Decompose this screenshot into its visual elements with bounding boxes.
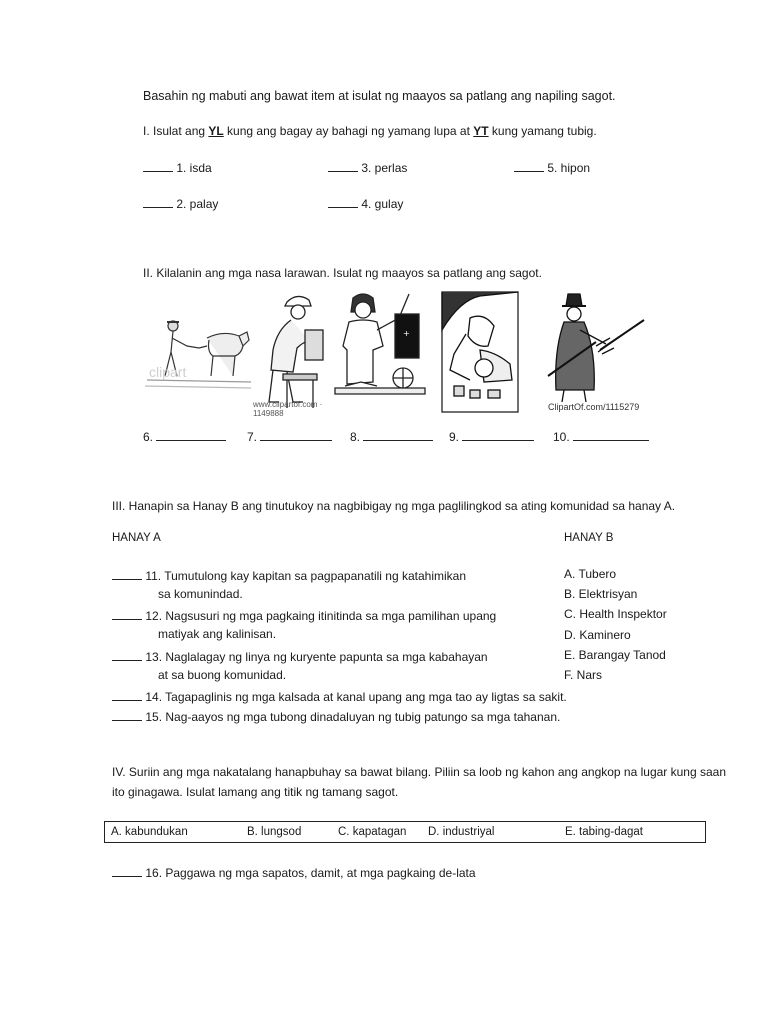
answer-blank[interactable] [156,428,226,441]
construction-worker-picture [253,290,333,418]
choice-b: B. lungsod [247,826,302,838]
part1-item-4 [328,195,403,211]
item-number: 9. [449,430,460,444]
hanay-b-option-e: E. Barangay Tanod [564,648,666,662]
item-number: 8. [350,430,361,444]
part1-suffix: kung yamang tubig. [488,124,597,138]
item-number: 7. [247,430,258,444]
yl-label: YL [208,124,224,138]
part3-title: III. Hanapin sa Hanay B ang tinutukoy na nagbibigay ng mga paglilingkod sa ating komunidad sa hanay A. [112,499,676,513]
hanay-b-option-b: B. Elektrisyan [564,587,638,601]
answer-blank[interactable] [143,195,173,208]
part1-item-2 [143,195,218,211]
item-number: 6. [143,430,154,444]
answer-blank[interactable] [514,159,544,172]
answer-blank[interactable] [260,428,332,441]
part2-answer-8 [350,428,433,444]
part2-answer-6 [143,428,226,444]
item-text: 14. Tagapaglinis ng mga kalsada at kanal upang ang mga tao ay ligtas sa sakit. [145,690,567,704]
part1-prefix: I. Isulat ang [143,124,209,138]
item-label: 1. isda [176,161,212,175]
chimney-sweep-picture [540,290,650,414]
hanay-b-option-c: C. Health Inspektor [564,607,667,621]
hanay-b-option-a: A. Tubero [564,567,617,581]
item-text: 11. Tumutulong kay kapitan sa pagpapanatili ng katahimikan [145,569,466,583]
teacher-picture [333,290,428,414]
choice-c: C. kapatagan [338,826,407,838]
hanay-a-header: HANAY A [112,532,161,544]
clipart-watermark: clipart [149,364,187,380]
hanay-b-option-d: D. Kaminero [564,628,631,642]
answer-blank[interactable] [328,195,358,208]
answer-blank[interactable] [462,428,534,441]
item-label: 2. palay [176,197,219,211]
hanay-b-option-f: F. Nars [564,668,603,682]
part1-item-1 [143,159,212,175]
svg-text:+: + [403,329,410,338]
part3-item-13 [112,648,488,664]
answer-blank[interactable] [112,864,142,877]
answer-blank[interactable] [363,428,433,441]
part2-answer-7 [247,428,332,444]
instructions: Basahin ng mabuti ang bawat item at isulat ng maayos sa patlang ang napiling sagot. [143,89,616,103]
part3-item-11 [112,567,466,583]
farmer-icon [143,290,253,414]
item-text: 13. Naglalagay ng linya ng kuryente papunta sa mga kabahayan [145,650,488,664]
part4-title-line2: ito ginagawa. Isulat lamang ang titik ng tamang sagot. [112,785,399,799]
part1-item-5 [514,159,590,175]
choices-box [104,821,706,843]
construction-worker-icon [253,290,333,414]
answer-blank[interactable] [573,428,649,441]
item-text: 15. Nag-aayos ng mga tubong dinadaluyan ng tubig patungo sa mga tahanan. [145,710,561,724]
part1-title [143,124,597,138]
yt-label: YT [473,124,489,138]
choice-a: A. kabundukan [111,826,188,838]
part2-title: II. Kilalanin ang mga nasa larawan. Isulat ng maayos sa patlang ang sagot. [143,266,542,280]
farmer-picture [143,290,253,414]
item-label: 4. gulay [361,197,404,211]
part3-item-13-cont: at sa buong komunidad. [158,668,287,682]
answer-blank[interactable] [112,648,142,661]
item-text: 12. Nagsusuri ng mga pagkaing itinitinda sa mga pamilihan upang [145,609,497,623]
answer-blank[interactable] [328,159,358,172]
choice-d: D. industriyal [428,826,495,838]
item-label: 5. hipon [547,161,591,175]
part1-item-3 [328,159,407,175]
answer-blank[interactable] [112,567,142,580]
teacher-icon [333,290,428,414]
part3-item-15 [112,708,560,724]
dentist-picture [440,290,520,414]
clipart-credit: www.clipartof.com · 1149888 [253,400,323,418]
part1-middle: kung ang bagay ay bahagi ng yamang lupa at [223,124,474,138]
part2-answer-10 [553,428,649,444]
answer-blank[interactable] [112,688,142,701]
answer-blank[interactable] [143,159,173,172]
answer-blank[interactable] [112,708,142,721]
chimney-sweep-icon [540,290,650,414]
part4-title-line1: IV. Suriin ang mga nakatalang hanapbuhay sa bawat bilang. Piliin sa loob ng kahon ang angkop na lugar kung saan [112,765,727,779]
hanay-b-header: HANAY B [564,532,614,544]
item-number: 10. [553,430,570,444]
dentist-icon [440,290,520,414]
part3-item-12 [112,607,496,623]
part3-item-12-cont: matiyak ang kalinisan. [158,627,277,641]
clipart-credit: ClipartOf.com/1115279 [548,402,640,412]
choice-e: E. tabing-dagat [565,826,644,838]
item-text: 16. Paggawa ng mga sapatos, damit, at mga pagkaing de-lata [145,866,476,880]
item-label: 3. perlas [361,161,408,175]
answer-blank[interactable] [112,607,142,620]
part3-item-11-cont: sa komunindad. [158,587,243,601]
part3-item-14 [112,688,567,704]
part4-item-16 [112,864,476,880]
part2-answer-9 [449,428,534,444]
